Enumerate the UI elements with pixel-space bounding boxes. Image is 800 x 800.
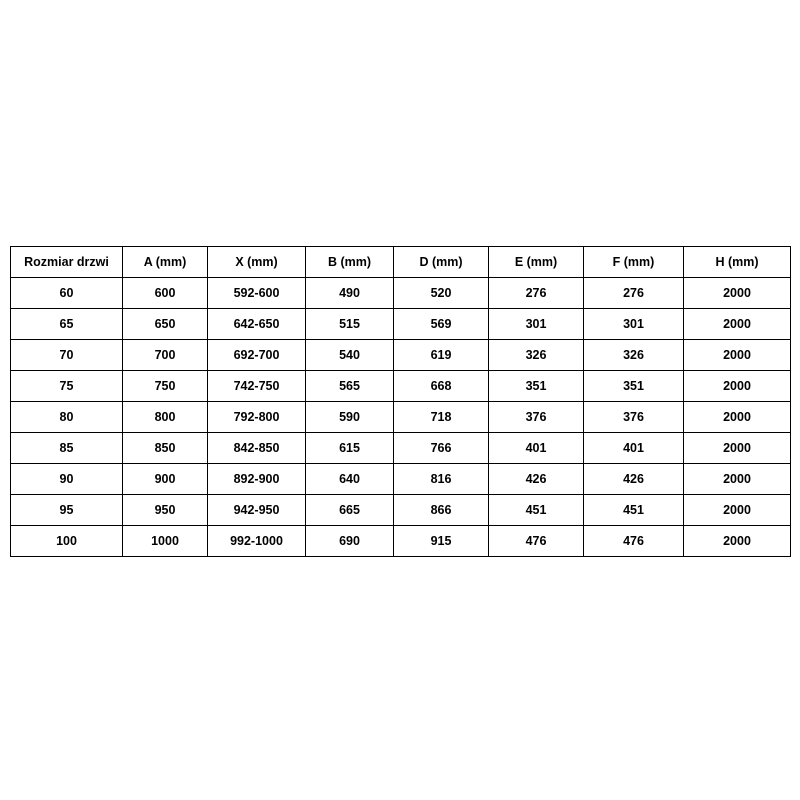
cell-b: 515: [306, 309, 394, 340]
table-row: [11, 495, 791, 526]
column-header-h: H (mm): [684, 247, 791, 278]
cell-f: 351: [584, 371, 684, 402]
cell-x: 842-850: [208, 433, 306, 464]
cell-e: 326: [489, 340, 584, 371]
cell-b: 640: [306, 464, 394, 495]
cell-d: 866: [394, 495, 489, 526]
cell-d: 766: [394, 433, 489, 464]
cell-d: 619: [394, 340, 489, 371]
cell-b: 665: [306, 495, 394, 526]
cell-e: 401: [489, 433, 584, 464]
cell-x: 942-950: [208, 495, 306, 526]
column-header-f: F (mm): [584, 247, 684, 278]
cell-d: 718: [394, 402, 489, 433]
column-header-b: B (mm): [306, 247, 394, 278]
specification-table-container: [10, 246, 790, 557]
cell-h: 2000: [684, 495, 791, 526]
cell-x: 992-1000: [208, 526, 306, 557]
cell-a: 900: [123, 464, 208, 495]
cell-e: 426: [489, 464, 584, 495]
door-size-specification-table: [10, 246, 791, 557]
cell-x: 592-600: [208, 278, 306, 309]
cell-door-size: 80: [11, 402, 123, 433]
cell-door-size: 75: [11, 371, 123, 402]
cell-door-size: 70: [11, 340, 123, 371]
table-row: [11, 464, 791, 495]
cell-h: 2000: [684, 371, 791, 402]
cell-h: 2000: [684, 433, 791, 464]
table-row: [11, 371, 791, 402]
cell-x: 792-800: [208, 402, 306, 433]
table-row: [11, 278, 791, 309]
cell-door-size: 100: [11, 526, 123, 557]
column-header-door-size: Rozmiar drzwi: [11, 247, 123, 278]
table-row: [11, 309, 791, 340]
cell-f: 401: [584, 433, 684, 464]
cell-f: 426: [584, 464, 684, 495]
cell-f: 451: [584, 495, 684, 526]
cell-h: 2000: [684, 309, 791, 340]
cell-x: 742-750: [208, 371, 306, 402]
cell-f: 326: [584, 340, 684, 371]
cell-door-size: 85: [11, 433, 123, 464]
cell-e: 376: [489, 402, 584, 433]
table-row: [11, 526, 791, 557]
cell-a: 600: [123, 278, 208, 309]
cell-h: 2000: [684, 464, 791, 495]
cell-door-size: 90: [11, 464, 123, 495]
cell-b: 690: [306, 526, 394, 557]
cell-a: 700: [123, 340, 208, 371]
cell-b: 565: [306, 371, 394, 402]
column-header-e: E (mm): [489, 247, 584, 278]
cell-b: 590: [306, 402, 394, 433]
cell-b: 540: [306, 340, 394, 371]
cell-f: 276: [584, 278, 684, 309]
cell-a: 750: [123, 371, 208, 402]
cell-h: 2000: [684, 402, 791, 433]
cell-x: 642-650: [208, 309, 306, 340]
cell-f: 301: [584, 309, 684, 340]
cell-d: 816: [394, 464, 489, 495]
cell-d: 668: [394, 371, 489, 402]
cell-a: 1000: [123, 526, 208, 557]
cell-f: 476: [584, 526, 684, 557]
column-header-x: X (mm): [208, 247, 306, 278]
cell-h: 2000: [684, 278, 791, 309]
cell-door-size: 65: [11, 309, 123, 340]
cell-e: 301: [489, 309, 584, 340]
cell-a: 800: [123, 402, 208, 433]
cell-b: 490: [306, 278, 394, 309]
cell-h: 2000: [684, 526, 791, 557]
cell-e: 351: [489, 371, 584, 402]
cell-x: 892-900: [208, 464, 306, 495]
cell-e: 451: [489, 495, 584, 526]
cell-a: 850: [123, 433, 208, 464]
cell-door-size: 60: [11, 278, 123, 309]
cell-d: 520: [394, 278, 489, 309]
cell-d: 569: [394, 309, 489, 340]
cell-a: 950: [123, 495, 208, 526]
column-header-d: D (mm): [394, 247, 489, 278]
cell-e: 476: [489, 526, 584, 557]
table-row: [11, 402, 791, 433]
table-row: [11, 433, 791, 464]
column-header-a: A (mm): [123, 247, 208, 278]
cell-b: 615: [306, 433, 394, 464]
cell-f: 376: [584, 402, 684, 433]
table-header-row: [11, 247, 791, 278]
cell-e: 276: [489, 278, 584, 309]
cell-x: 692-700: [208, 340, 306, 371]
cell-door-size: 95: [11, 495, 123, 526]
table-row: [11, 340, 791, 371]
cell-d: 915: [394, 526, 489, 557]
cell-h: 2000: [684, 340, 791, 371]
cell-a: 650: [123, 309, 208, 340]
